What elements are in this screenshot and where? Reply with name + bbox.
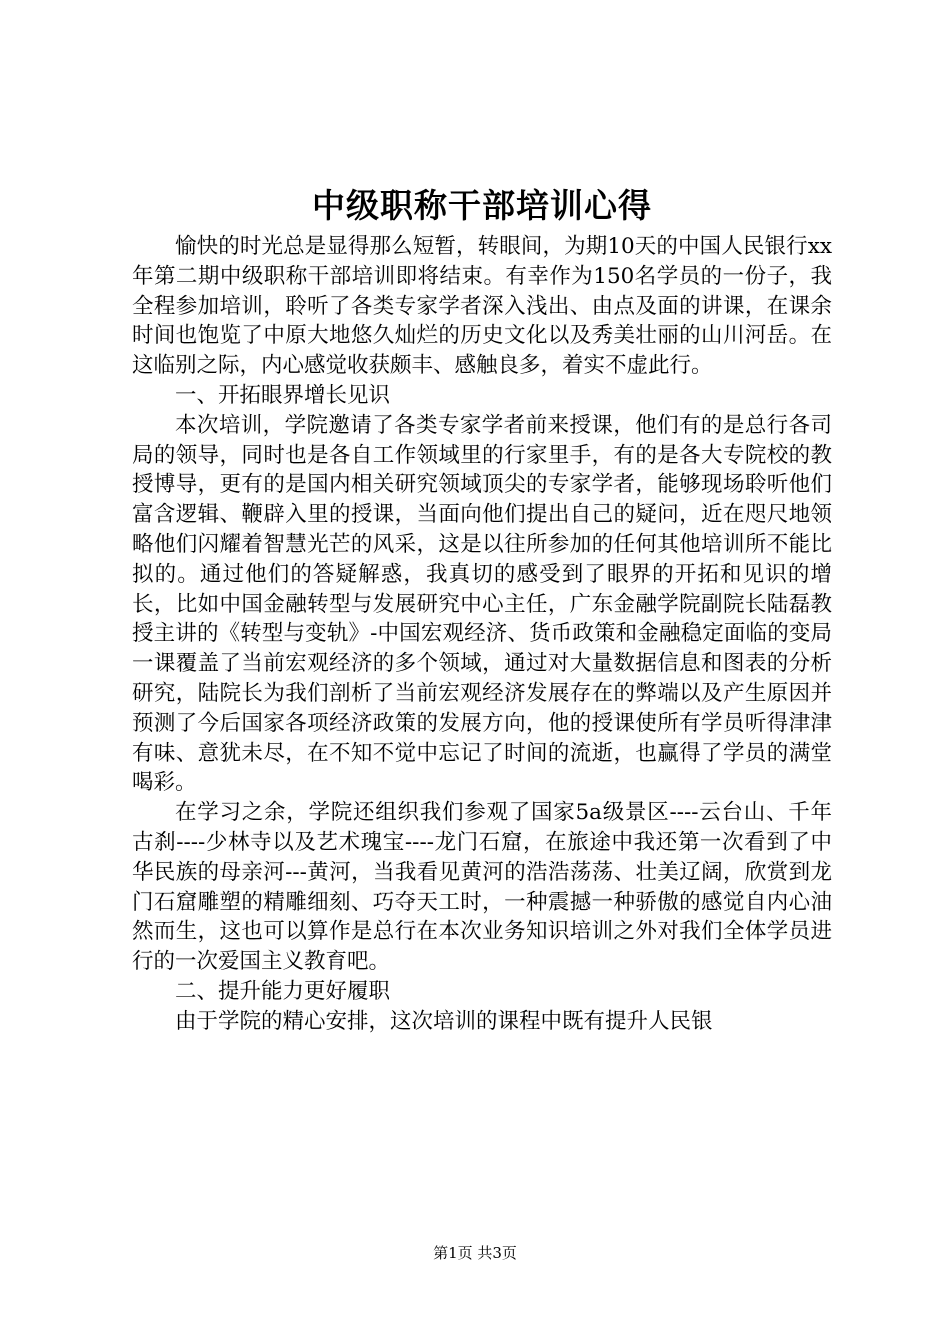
section-heading-2: 二、提升能力更好履职 [175,978,391,1004]
paragraph-section-1: 本次培训，学院邀请了各类专家学者前来授课，他们有的是总行各司局的领导，同时也是各自工作领域里的行家里手，有的是各大专院校的教授博导，更有的是国内相关研究领域顶尖的专家学者，能够现场聆听他们富含逻辑、鞭辟入里的授课，当面向他们提出自己的疑问，近在咫尺地领略他们闪耀着智慧光芒的风采，这是以往所参加的任何其他培训所不能比拟的。通过他们的答疑解惑，我真切的感受到了眼界的开拓和见识的增长，比如中国金融转型与发展研究中心主任，广东金融学院副院长陆磊教授主讲的《转型与变轨》-中国宏观经济、货币政策和金融稳定面临的变局一课覆盖了当前宏观经济的多个领域，通过对大量数据信息和图表的分析研究，陆院长为我们剖析了当前宏观经济发展存在的弊端以及产生原因并预测了今后国家各项经济政策的发展方向，他的授课使所有学员听得津津有味、意犹未尽，在不知不觉中忘记了时间的流逝，也赢得了学员的满堂喝彩。 [132,412,832,796]
paragraph-intro: 愉快的时光总是显得那么短暂，转眼间，为期10天的中国人民银行xx年第二期中级职称干部培训即将结束。有幸作为150名学员的一份子，我全程参加培训，聆听了各类专家学者深入浅出、由点及面的讲课，在课余时间也饱览了中原大地悠久灿烂的历史文化以及秀美壮丽的山川河岳。在这临别之际，内心感觉收获颇丰、感触良多，着实不虚此行。 [132,234,832,379]
page-number-footer: 第1页 共3页 [433,1244,517,1262]
section-heading-1: 一、开拓眼界增长见识 [175,382,391,408]
document-body [132,180,832,1037]
paragraph-section-2: 由于学院的精心安排，这次培训的课程中既有提升人民银 [175,1008,713,1034]
paragraph-section-1-trip: 在学习之余，学院还组织我们参观了国家5a级景区----云台山、千年古刹----少林寺以及艺术瑰宝----龙门石窟，在旅途中我还第一次看到了中华民族的母亲河---黄河，当我看见黄河的浩浩荡荡、壮美辽阔，欣赏到龙门石窟雕塑的精雕细刻、巧夺天工时，一种震撼一种骄傲的感觉自内心油然而生，这也可以算作是总行在本次业务知识培训之外对我们全体学员进行的一次爱国主义教育吧。 [132,800,832,975]
document-title: 中级职称干部培训心得 [312,186,652,225]
